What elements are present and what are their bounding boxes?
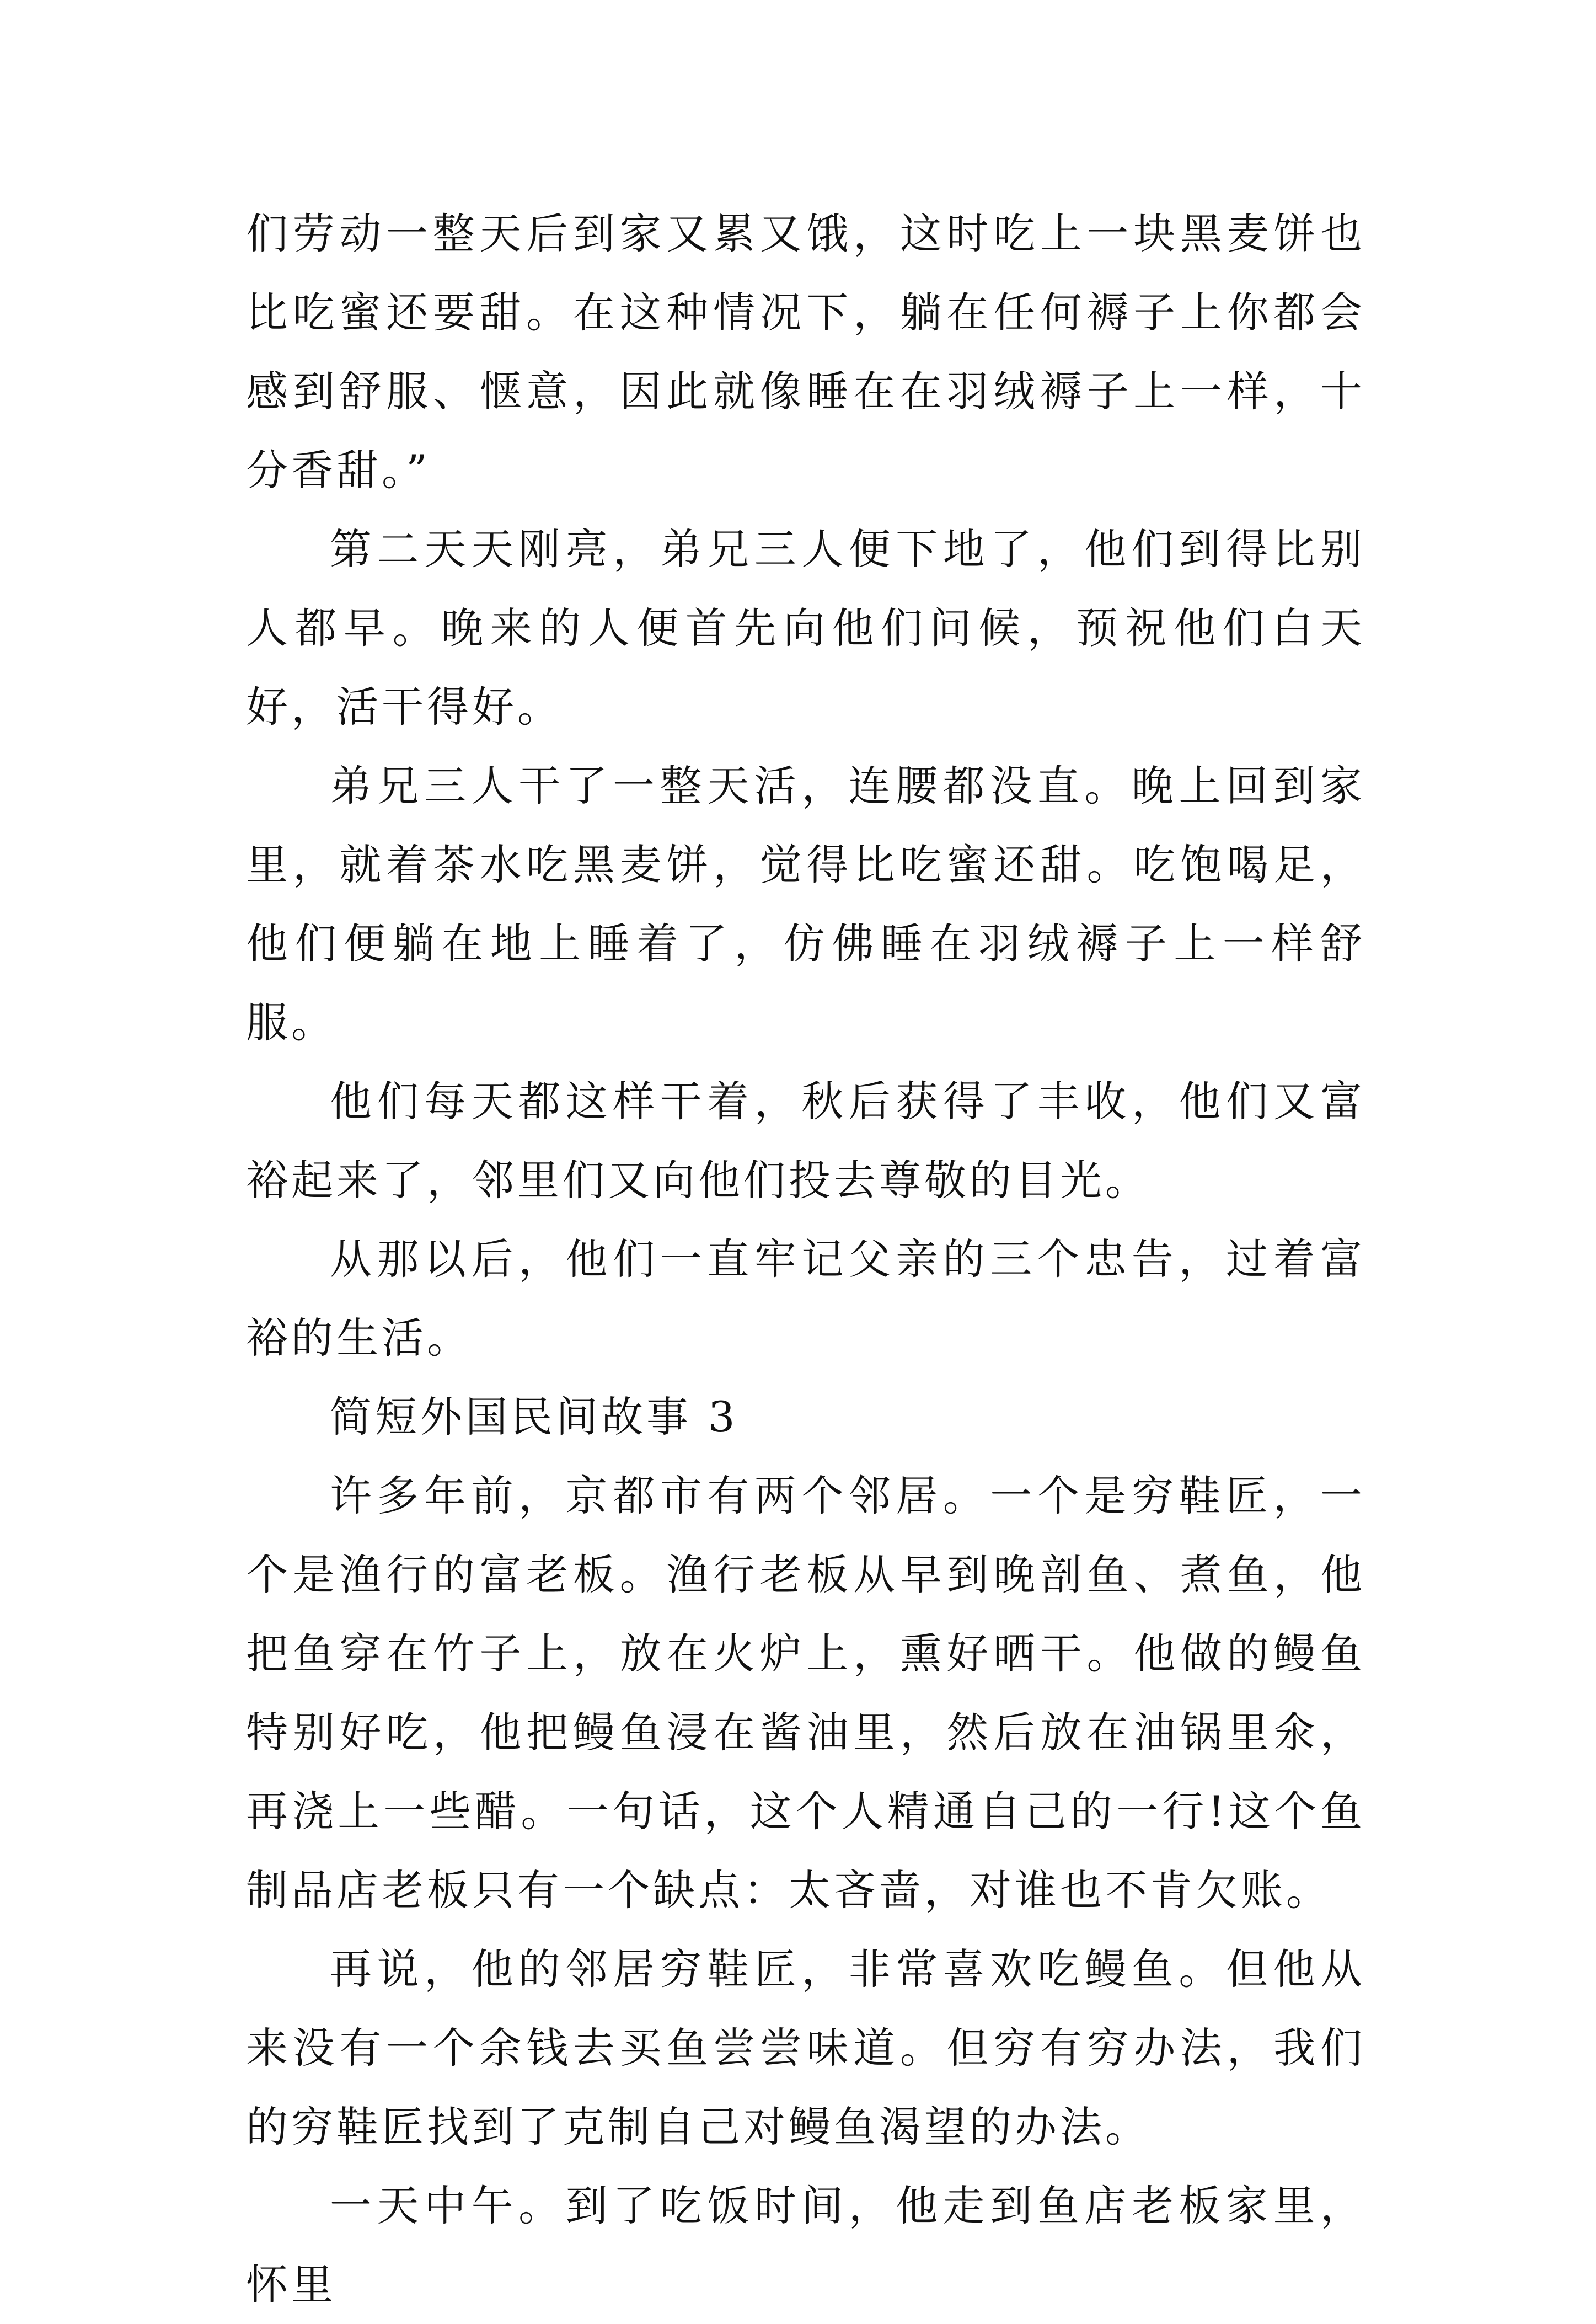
paragraph: 许多年前，京都市有两个邻居。一个是穷鞋匠，一个是渔行的富老板。渔行老板从早到晚剖鱼、煮鱼，他把鱼穿在竹子上，放在火炉上，熏好晒干。他做的鳗鱼特别好吃，他把鳗鱼浸在酱油里，然后放在油锅里氽，再浇上一些醋。一句话，这个人精通自己的一行!这个鱼制品店老板只有一个缺点：太吝啬，对谁也不肯欠账。 xyxy=(246,1471,1365,1915)
section-heading: 简短外国民间故事 3 xyxy=(330,1392,738,1441)
paragraph: 从那以后，他们一直牢记父亲的三个忠告，过着富裕的生活。 xyxy=(246,1235,1365,1363)
paragraph: 一天中午。到了吃饭时间，他走到鱼店老板家里，怀里 xyxy=(246,2181,1365,2309)
paragraph: 再说，他的邻居穷鞋匠，非常喜欢吃鳗鱼。但他从来没有一个余钱去买鱼尝尝味道。但穷有穷办法，我们的穷鞋匠找到了克制自己对鳗鱼渴望的办法。 xyxy=(246,1944,1365,2151)
paragraph-continued: 们劳动一整天后到家又累又饿，这时吃上一块黑麦饼也比吃蜜还要甜。在这种情况下，躺在任何褥子上你都会感到舒服、惬意，因此就像睡在在羽绒褥子上一样，十分香甜。” xyxy=(246,209,1365,495)
body-text xyxy=(246,194,1365,2324)
paragraph: 第二天天刚亮，弟兄三人便下地了，他们到得比别人都早。晚来的人便首先向他们问候，预祝他们白天好，活干得好。 xyxy=(246,525,1365,731)
paragraph: 弟兄三人干了一整天活，连腰都没直。晚上回到家里，就着茶水吃黑麦饼，觉得比吃蜜还甜。吃饱喝足，他们便躺在地上睡着了，仿佛睡在羽绒褥子上一样舒服。 xyxy=(246,761,1365,1047)
paragraph: 他们每天都这样干着，秋后获得了丰收，他们又富裕起来了，邻里们又向他们投去尊敬的目光。 xyxy=(246,1077,1365,1205)
